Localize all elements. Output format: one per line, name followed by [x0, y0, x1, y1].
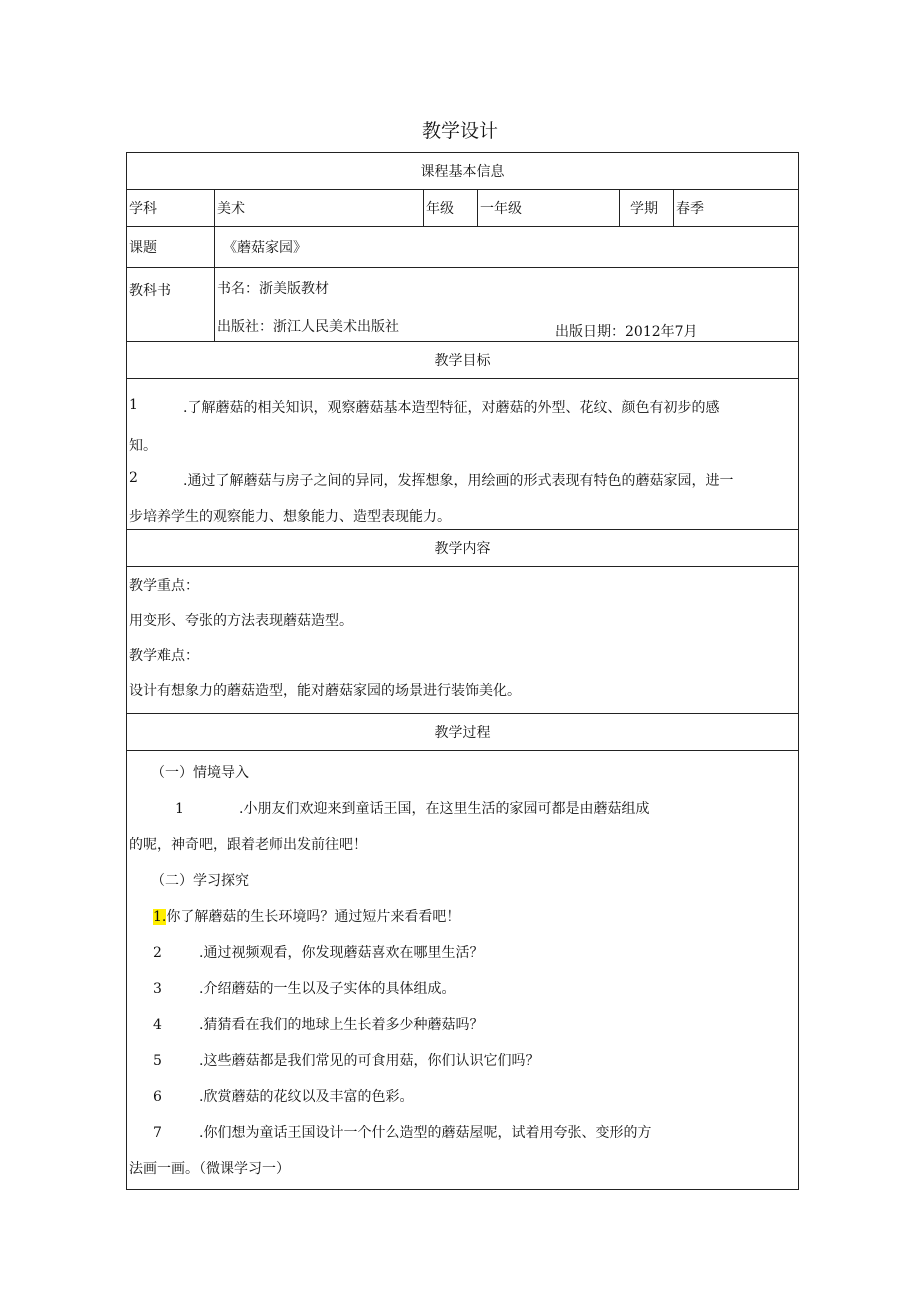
item-2-num: 2: [153, 945, 162, 961]
item-2-text: .通过视频观看，你发现蘑菇喜欢在哪里生活？: [199, 945, 484, 961]
objectives-header-row: [127, 342, 799, 379]
item-4-text: .猜猜看在我们的地球上生长着多少种蘑菇吗？: [199, 1017, 484, 1033]
objective-2-line2: 步培养学生的观察能力、想象能力、造型表现能力。: [129, 509, 451, 525]
item-1-num: 1.: [153, 909, 167, 925]
item-3-num: 3: [153, 981, 162, 997]
item-5-text: .这些蘑菇都是我们常见的可食用菇，你们认识它们吗？: [199, 1053, 540, 1069]
term-value: 春季: [674, 190, 799, 227]
objectives-header: 教学目标: [127, 342, 799, 379]
textbook-row: [127, 268, 799, 342]
item-1-text: 你了解蘑菇的生长环境吗？通过短片来看看吧！: [166, 909, 461, 925]
pub-date: 出版日期：2012年7月: [555, 324, 698, 340]
lesson-plan-table: [126, 152, 799, 1190]
objectives-row: [127, 379, 799, 530]
topic-label: 课题: [127, 227, 215, 268]
item-7-line2: 法画一画。（微课学习一）: [129, 1161, 290, 1177]
subject-row: [127, 190, 799, 227]
section-1-heading: （一）情境导入: [151, 765, 249, 781]
item-7-text: .你们想为童话王国设计一个什么造型的蘑菇屋呢，试着用夸张、变形的方: [199, 1125, 652, 1141]
objective-2-num: 2: [129, 470, 138, 486]
basic-info-header: 课程基本信息: [127, 153, 799, 190]
content-header: 教学内容: [127, 530, 799, 567]
difficulty-label: 教学难点：: [129, 648, 199, 664]
key-points-label: 教学重点：: [129, 578, 199, 594]
item-4-num: 4: [153, 1017, 162, 1033]
s1-num: 1: [175, 801, 184, 817]
objective-1-num: 1: [129, 397, 138, 413]
item-6-text: .欣赏蘑菇的花纹以及丰富的色彩。: [199, 1089, 414, 1105]
key-points-text: 用变形、夸张的方法表现蘑菇造型。: [129, 613, 353, 629]
basic-info-header-row: [127, 153, 799, 190]
term-label: 学期: [620, 190, 674, 227]
s1-line1: .小朋友们欢迎来到童话王国，在这里生活的家园可都是由蘑菇组成: [239, 801, 650, 817]
subject-value: 美术: [215, 190, 424, 227]
process-header-row: [127, 714, 799, 751]
content-row: [127, 567, 799, 714]
objective-1-line2: 知。: [129, 438, 157, 454]
topic-value: 《蘑菇家园》: [215, 227, 799, 268]
objective-2-line1: .通过了解蘑菇与房子之间的异同，发挥想象，用绘画的形式表现有特色的蘑菇家园，进一: [183, 473, 734, 489]
subject-label: 学科: [127, 190, 215, 227]
process-row: [127, 751, 799, 1190]
topic-row: [127, 227, 799, 268]
grade-label: 年级: [424, 190, 478, 227]
difficulty-text: 设计有想象力的蘑菇造型，能对蘑菇家园的场景进行装饰美化。: [129, 683, 521, 699]
publisher: 出版社：浙江人民美术出版社: [217, 319, 399, 335]
section-2-heading: （二）学习探究: [151, 873, 249, 889]
item-6-num: 6: [153, 1089, 162, 1105]
objective-1-line1: .了解蘑菇的相关知识，观察蘑菇基本造型特征，对蘑菇的外型、花纹、颜色有初步的感: [183, 400, 720, 416]
grade-value: 一年级: [478, 190, 620, 227]
content-header-row: [127, 530, 799, 567]
item-5-num: 5: [153, 1053, 162, 1069]
page-title: 教学设计: [421, 120, 498, 142]
item-7-num: 7: [153, 1125, 162, 1141]
textbook-label: 教科书: [127, 268, 215, 342]
book-name: 书名：浙美版教材: [217, 281, 329, 297]
process-header: 教学过程: [127, 714, 799, 751]
s1-line2: 的呢，神奇吧，跟着老师出发前往吧！: [129, 837, 367, 853]
item-3-text: .介绍蘑菇的一生以及子实体的具体组成。: [199, 981, 456, 997]
